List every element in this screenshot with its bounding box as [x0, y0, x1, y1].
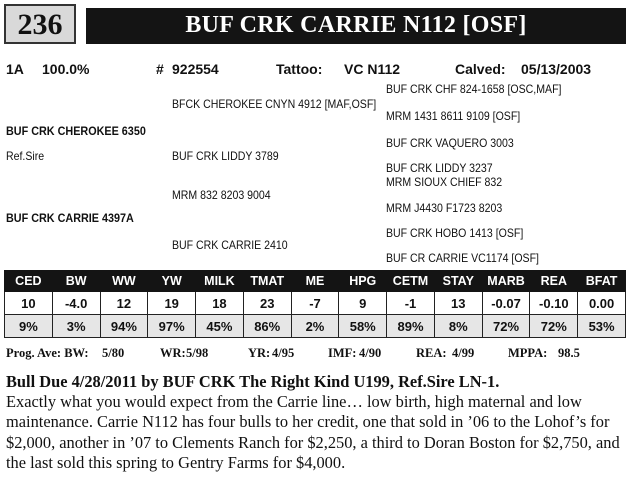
- epd-value: 10: [5, 292, 53, 315]
- epd-percentile: 72%: [482, 315, 530, 338]
- prog-ave-imf: 4/90: [359, 346, 382, 360]
- epd-percentile: 89%: [387, 315, 435, 338]
- epd-header: BFAT: [578, 271, 626, 292]
- pedigree-dam: BUF CRK CARRIE 4397A: [6, 211, 134, 225]
- description-lead: Bull Due 4/28/2011 by BUF CRK The Right Kind U199, Ref.Sire LN-1.: [6, 372, 500, 391]
- epd-value: 12: [100, 292, 148, 315]
- epd-value: -0.07: [482, 292, 530, 315]
- epd-percentile: 53%: [578, 315, 626, 338]
- epd-percentile: 94%: [100, 315, 148, 338]
- epd-percentile: 72%: [530, 315, 578, 338]
- pedigree-sire-sire: BFCK CHEROKEE CNYN 4912 [MAF,OSF]: [172, 97, 377, 111]
- epd-percentile: 86%: [243, 315, 291, 338]
- epd-header: STAY: [434, 271, 482, 292]
- epd-header: ME: [291, 271, 339, 292]
- epd-percentile: 97%: [148, 315, 196, 338]
- epd-value: 0.00: [578, 292, 626, 315]
- epd-value: -0.10: [530, 292, 578, 315]
- epd-header: WW: [100, 271, 148, 292]
- prog-ave-imf-label: IMF:: [328, 346, 357, 360]
- lot-number: 236: [17, 8, 63, 41]
- pedigree-ssd: MRM 1431 8611 9109 [OSF]: [386, 109, 521, 123]
- reg-number: 922554: [172, 61, 219, 77]
- pedigree-sire: BUF CRK CHEROKEE 6350: [6, 124, 146, 138]
- prog-ave-bw: 5/80: [102, 346, 125, 360]
- prog-ave-wr-label: WR:: [160, 346, 186, 360]
- epd-header: CED: [5, 271, 53, 292]
- epd-percentile: 3%: [52, 315, 100, 338]
- pedigree-sss: BUF CRK CHF 824-1658 [OSC,MAF]: [386, 82, 562, 96]
- epd-header: MILK: [196, 271, 244, 292]
- epd-header: MARB: [482, 271, 530, 292]
- epd-value: 19: [148, 292, 196, 315]
- pedigree-sire-dam: BUF CRK LIDDY 3789: [172, 149, 279, 163]
- prog-ave-yr: 4/95: [272, 346, 295, 360]
- epd-header: TMAT: [243, 271, 291, 292]
- tattoo-label: Tattoo:: [276, 61, 323, 77]
- reg-label: #: [156, 61, 164, 77]
- pedigree-dss: MRM SIOUX CHIEF 832: [386, 175, 503, 189]
- pedigree-sds: BUF CRK VAQUERO 3003: [386, 136, 514, 150]
- prog-ave-yr-label: YR:: [248, 346, 271, 360]
- epd-value: 13: [434, 292, 482, 315]
- epd-header: BW: [52, 271, 100, 292]
- pedigree-dds: BUF CRK HOBO 1413 [OSF]: [386, 226, 524, 240]
- pedigree-sire-note: Ref.Sire: [6, 149, 45, 163]
- epd-header: HPG: [339, 271, 387, 292]
- epd-value: 23: [243, 292, 291, 315]
- epd-value: 9: [339, 292, 387, 315]
- pedigree-sdd: BUF CRK LIDDY 3237: [386, 161, 493, 175]
- prog-ave-mppa: 98.5: [558, 346, 580, 360]
- epd-value: -4.0: [52, 292, 100, 315]
- epd-percentile: 2%: [291, 315, 339, 338]
- prog-ave-rea-label: REA:: [416, 346, 447, 360]
- calved-label: Calved:: [455, 61, 506, 77]
- tattoo-value: VC N112: [344, 61, 401, 77]
- epd-percentile: 8%: [434, 315, 482, 338]
- pedigree-dsd: MRM J4430 F1723 8203: [386, 201, 503, 215]
- prog-ave-label: Prog. Ave: BW:: [6, 346, 89, 360]
- pedigree-dam-sire: MRM 832 8203 9004: [172, 188, 271, 202]
- epd-header: CETM: [387, 271, 435, 292]
- prog-ave-wr: 5/98: [186, 346, 209, 360]
- epd-header: REA: [530, 271, 578, 292]
- title-bar: [86, 8, 626, 44]
- lot-class: 1A: [6, 61, 24, 77]
- prog-ave-mppa-label: MPPA:: [508, 346, 548, 360]
- description-body: Exactly what you would expect from the Carrie line… low birth, high maternal and low maintenance. Carrie N112 has four bulls to her credit, one that sold in ’06 to the Lohof’s for $2,000, another in ’07 to Clements Ranch for $2,250, a third to Doran Boston for $2,750, and the last sold this spring to Gentry Farms for $4,000.: [6, 392, 620, 472]
- lot-description: [6, 372, 626, 473]
- pedigree-ddd: BUF CR CARRIE VC1174 [OSF]: [386, 251, 539, 265]
- percent-value: 100.0%: [42, 61, 90, 77]
- prog-ave-rea: 4/99: [452, 346, 475, 360]
- epd-value: -7: [291, 292, 339, 315]
- epd-value: -1: [387, 292, 435, 315]
- epd-value: 18: [196, 292, 244, 315]
- epd-values-row: [5, 292, 626, 315]
- calved-value: 05/13/2003: [521, 61, 592, 77]
- epd-percentile: 9%: [5, 315, 53, 338]
- epd-percentile-row: [5, 315, 626, 338]
- epd-percentile: 45%: [196, 315, 244, 338]
- epd-table: [4, 270, 626, 338]
- lot-number-box: [4, 4, 76, 44]
- animal-name: BUF CRK CARRIE N112 [OSF]: [185, 12, 527, 38]
- epd-header: YW: [148, 271, 196, 292]
- pedigree-dam-dam: BUF CRK CARRIE 2410: [172, 238, 288, 252]
- epd-percentile: 58%: [339, 315, 387, 338]
- epd-header-row: [5, 271, 626, 292]
